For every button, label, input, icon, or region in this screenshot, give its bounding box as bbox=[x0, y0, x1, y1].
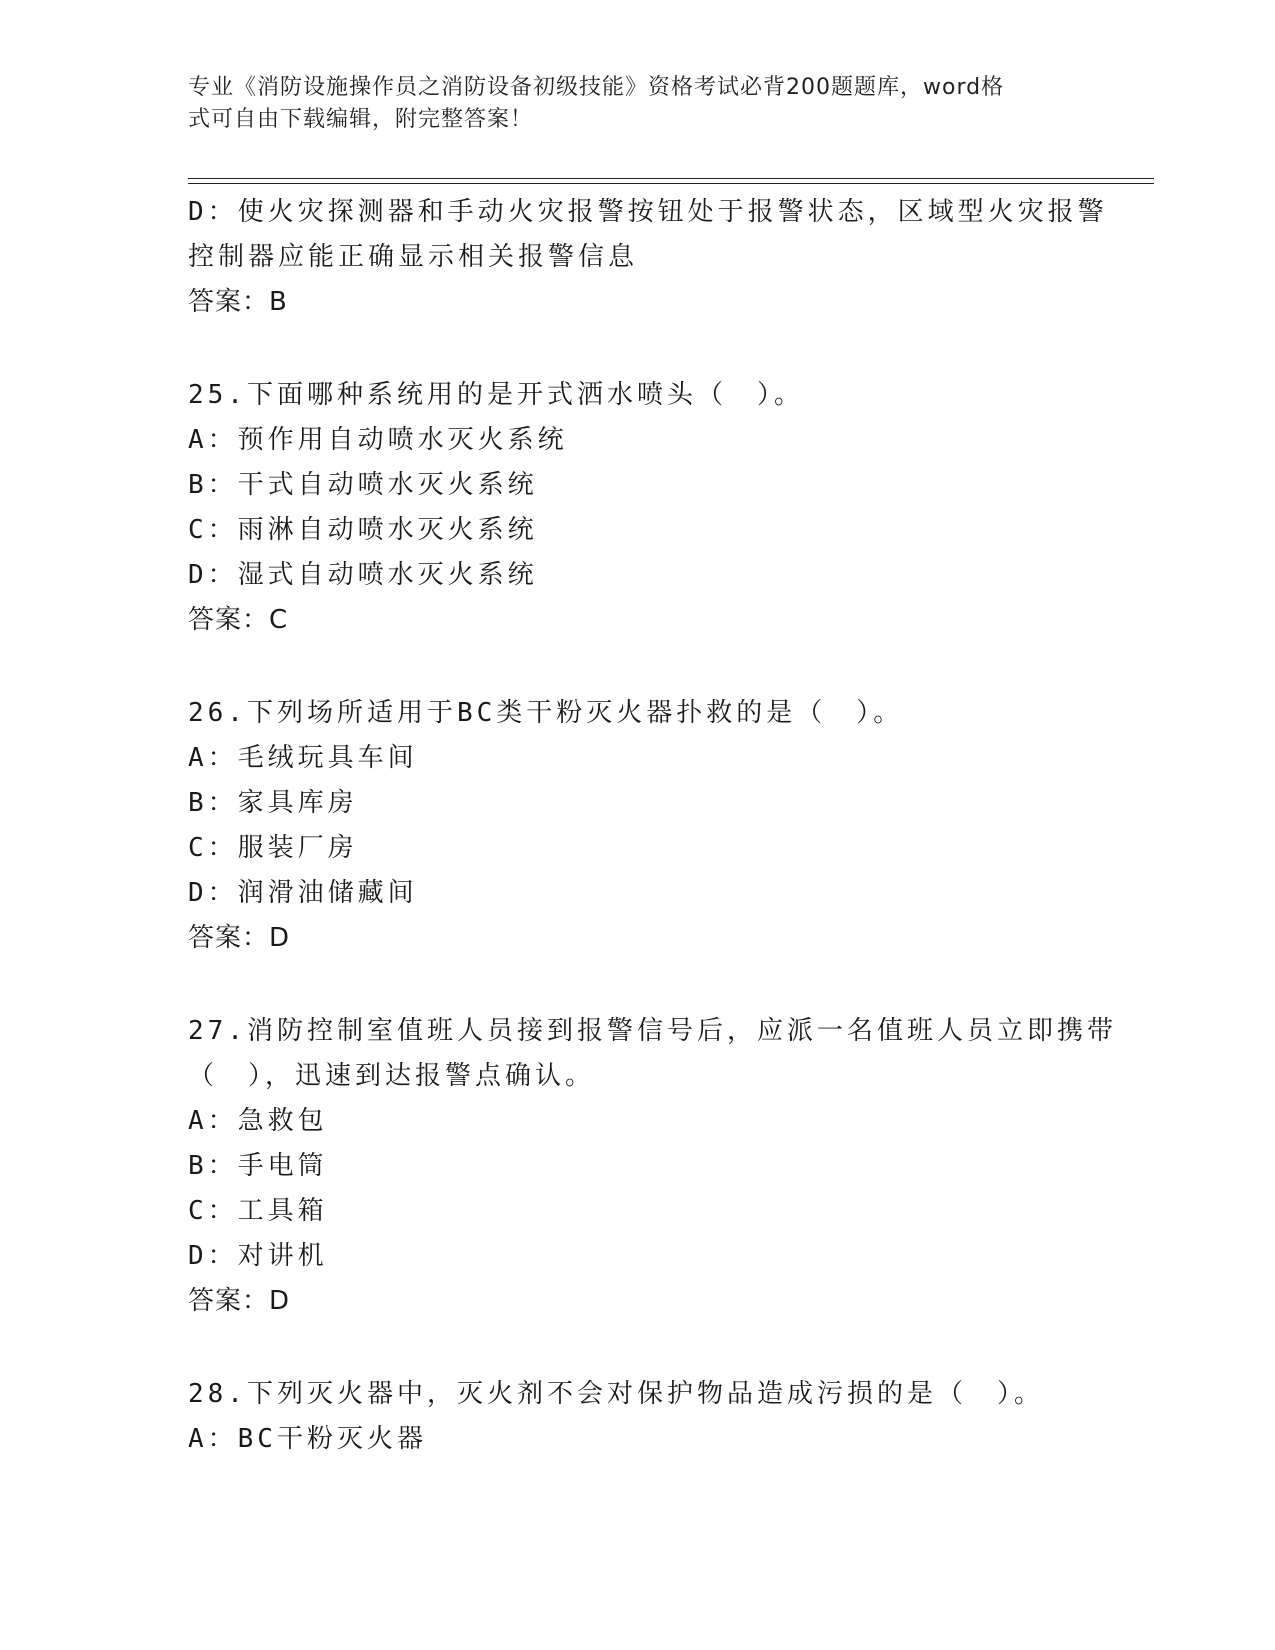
option-a: A：BC干粉灭火器 bbox=[188, 1424, 427, 1454]
answer: 答案：C bbox=[188, 605, 289, 635]
option-c: C：雨淋自动喷水灭火系统 bbox=[188, 515, 538, 545]
header-title-line-1: 专业《消防设施操作员之消防设备初级技能》资格考试必背200题题库，word格 bbox=[188, 75, 1005, 100]
answer: 答案：D bbox=[188, 923, 291, 953]
option-a: A：预作用自动喷水灭火系统 bbox=[188, 425, 568, 455]
question-stem: 25.下面哪种系统用的是开式洒水喷头（ ）。 bbox=[188, 380, 804, 410]
option-d: D：湿式自动喷水灭火系统 bbox=[188, 560, 538, 590]
option-d: D：对讲机 bbox=[188, 1241, 328, 1271]
question-25 bbox=[188, 373, 1088, 643]
option-a: A：急救包 bbox=[188, 1106, 328, 1136]
question-26 bbox=[188, 691, 1088, 961]
question-stem: 26.下列场所适用于BC类干粉灭火器扑救的是（ ）。 bbox=[188, 698, 904, 728]
question-list bbox=[188, 190, 1117, 1462]
answer: 答案：B bbox=[188, 287, 288, 317]
document-header bbox=[188, 72, 1068, 136]
header-divider-top bbox=[188, 178, 1154, 179]
header-title-line-2: 式可自由下载编辑，附完整答案！ bbox=[188, 107, 534, 132]
option-c: C：工具箱 bbox=[188, 1196, 328, 1226]
question-stem: 27.消防控制室值班人员接到报警信号后，应派一名值班人员立即携带 bbox=[188, 1016, 1117, 1046]
header-divider-bottom bbox=[188, 183, 1154, 184]
option-c: C：服装厂房 bbox=[188, 833, 358, 863]
question-28 bbox=[188, 1372, 1088, 1462]
option-b: B：干式自动喷水灭火系统 bbox=[188, 470, 538, 500]
question-24-tail bbox=[188, 190, 1108, 325]
question-stem-continued: （ ），迅速到达报警点确认。 bbox=[188, 1061, 596, 1091]
question-27 bbox=[188, 1009, 1117, 1324]
option-b: B：手电筒 bbox=[188, 1151, 328, 1181]
answer: 答案：D bbox=[188, 1286, 291, 1316]
option-a: A：毛绒玩具车间 bbox=[188, 743, 418, 773]
option-d: D：润滑油储藏间 bbox=[188, 878, 418, 908]
option-b: B：家具库房 bbox=[188, 788, 358, 818]
question-stem: 28.下列灭火器中，灭火剂不会对保护物品造成污损的是（ ）。 bbox=[188, 1379, 1044, 1409]
option-d: D：使火灾探测器和手动火灾报警按钮处于报警状态，区域型火灾报警 bbox=[188, 197, 1108, 227]
option-d-continued: 控制器应能正确显示相关报警信息 bbox=[188, 242, 639, 272]
